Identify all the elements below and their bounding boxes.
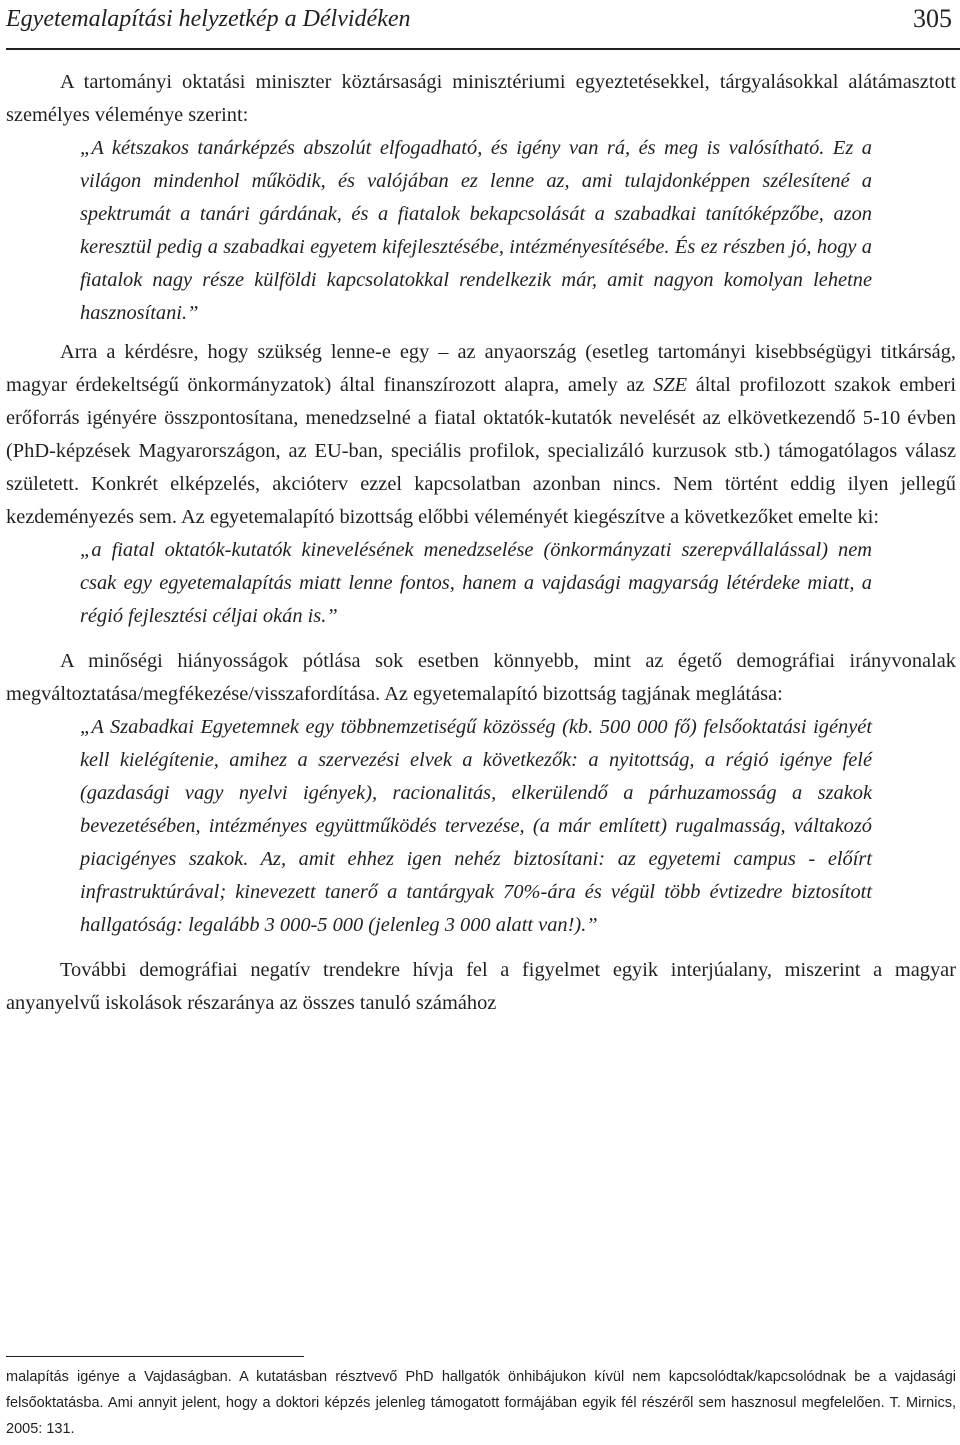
paragraph-interviewee: További demográfiai negatív trendekre hívja fel a figyelmet egyik interjúalany, miszerint a magyar anyanyelvű iskolások részaránya az összes tanuló számához [6,959,956,1014]
running-header-title: Egyetemalapítási helyzetkép a Délvidéken [6,6,411,32]
abbreviation-sze: SZE [653,374,688,396]
quote-minister: „A kétszakos tanárképzés abszolút elfogadható, és igény van rá, és meg is valósítható. Ez a világon mindenhol működik, és valójában ez lenne az, ami tulajdonképpen szélesítené a spektrumát a tanári gárdának, és a fiatalok bekapcsolását a szabadkai tanítóképzőbe, azon keresztül pedig a szabadkai egyetem kifejlesztésébe, intézményesítésébe. És ez részben jó, hogy a fiatalok nagy része külföldi kapcsolatokkal rendelkezik már, amit nagyon komolyan lehetne hasznosítani.” [80,137,872,324]
quote-committee-member: „A Szabadkai Egyetemnek egy többnemzetiségű közösség (kb. 500 000 fő) felsőoktatási igényét kell kielégítenie, amihez a szervezési elvek a következők: a nyitottság, a régió igénye felé (gazdasági vagy nyelvi igények), racionalitás, elkerülendő a párhuzamosság a szakok bevezetésében, intézményes együttműködés tervezése, (a már említett) rugalmasság, váltakozó piacigényes szakok. Az, amit ehhez igen nehéz biztosítani: az egyetemi campus - előírt infrastruktúrával; kinevezett tanerő a tantárgyak 70%-ára és végül több évtizedre biztosított hallgatóság: legalább 3 000-5 000 (jelenleg 3 000 alatt van!).” [80,716,872,936]
page-number: 305 [913,4,952,33]
running-header [6,4,952,40]
paragraph-minister-intro: A tartományi oktatási miniszter köztársasági minisztériumi egyeztetésekkel, tárgyalásokkal alátámasztott személyes véleménye szerint: [6,71,956,126]
spacer [6,942,956,954]
paragraph-fund-question-end: által profilozott szakok emberi erőforrás igényére összpontosítana, menedzselné a fiatal oktatók-kutatók nevelését az elkövetkezendő 5-10 évben (PhD-képzések Magyarországon, az EU-ban, speciális profilok, specializáló kurzusok stb.) támogatólagos válasz született. Konkrét elképzelés, akcióterv ezzel kapcsolatban azonban nincs. Nem történt eddig ilyen jellegű kezdeményezés sem. Az egyetemalapító bizottság előbbi véleményét kiegészítve a következőket emelte ki: [6,374,957,528]
footnote-divider [6,1356,304,1357]
header-divider [6,48,960,50]
paragraph-fund-question [6,336,956,534]
quote-committee: „a fiatal oktatók-kutatók kinevelésének menedzselése (önkormányzati szerepvállalással) nem csak egy egyetemalapítás miatt lenne fontos, hanem a vajdasági magyarság létérdeke miatt, a régió fejlesztési céljai okán is.” [80,539,872,627]
spacer [6,633,956,645]
paragraph-fund-question-start: Arra a kérdésre, hogy szükség lenne-e egy – az anyaország (esetleg tartományi kisebbségügyi titkárság, magyar érdekeltségű önkormányzatok) által finanszírozott alapra, amely az [6,341,956,396]
paragraph-demographics: A minőségi hiányosságok pótlása sok esetben könnyebb, mint az égető demográfiai irányvonalak megváltoztatása/megfékezése/visszafordítása. Az egyetemalapító bizottság tagjának meglátása: [6,650,956,705]
body-text [6,66,956,1020]
footnote: malapítás igénye a Vajdaságban. A kutatásban résztvevő PhD hallgatók önhibájukon kívül nem kapcsolódtak/kapcsolódnak be a vajdasági felsőoktatásba. Ami annyit jelent, hogy a doktori képzés jelenleg támogatott formájában egyik fél részéről sem hasznosul megfelelően. T. Mirnics, 2005: 131. [6,1369,956,1437]
